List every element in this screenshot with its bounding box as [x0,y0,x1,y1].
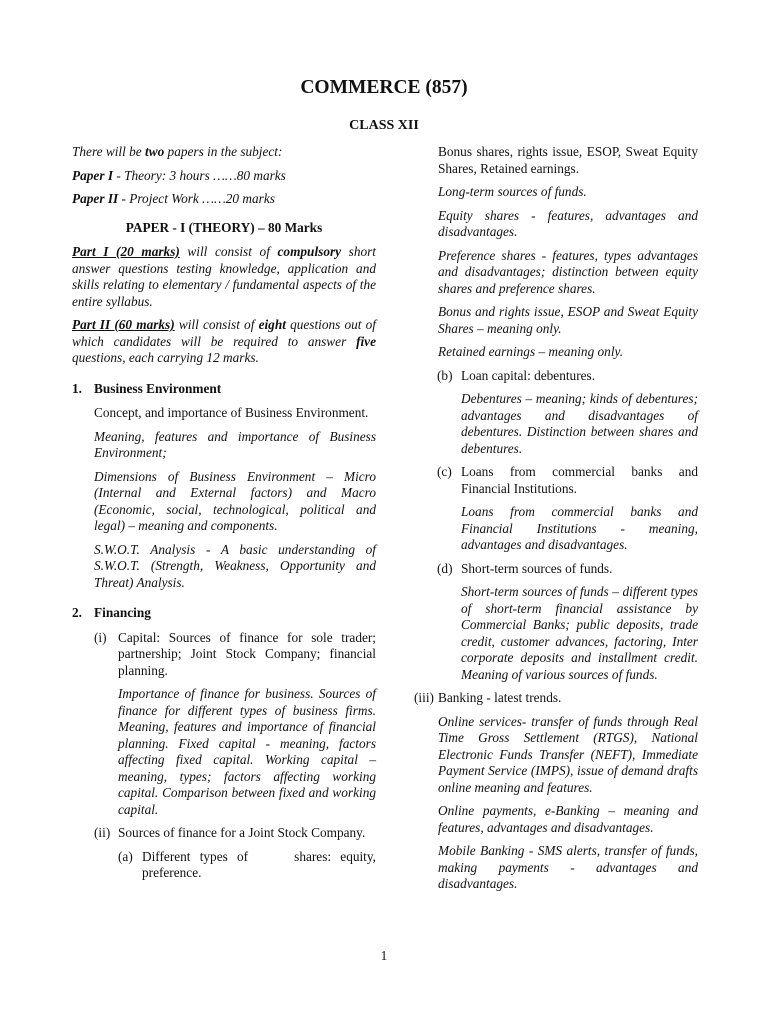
right-column [416,144,698,900]
s1-meaning: Meaning, features and importance of Business Environment; [94,428,376,460]
item-b-detail: Debentures – meaning; kinds of debentures; advantages and disadvantages of debentures. Distinction between shares and debentures. [461,391,698,456]
item-a: (a) Different types of shares: equity, preference. [118,848,380,880]
item-b: (b) Loan capital: debentures. [437,367,596,383]
item-d-detail: Short-term sources of funds – different types of short-term financial assistance by Commercial Banks; public deposits, trade credit, customer advances, factoring, Inter corporate deposits and installment credit. Meaning of various sources of funds. [461,584,698,682]
part1-description: Part I (20 marks) will consist of compulsory short answer questions testing knowledge, application and skills relating to elementary / fundamental aspects of the entire syllabus. [72,244,377,309]
item-i-detail: Importance of finance for business. Sources of finance for different types of business firms. Meaning, features and importance of financial planning. Fixed capital - meaning, factors affecting fixed capital. Working capital – meaning, types; factors affecting working capital. Comparison between fixed and working capital. [118,686,376,817]
s1-swot: S.W.O.T. Analysis - A basic understanding of S.W.O.T. (Strength, Weakness, Opportunity and Threat) Analysis. [94,541,376,590]
item-c-detail: Loans from commercial banks and Financial Institutions - meaning, advantages and disadvantages. [461,504,698,552]
part2-description: Part II (60 marks) will consist of eight questions out of which candidates will be required to answer five questions, each carrying 12 marks. [72,317,377,365]
paper-heading: PAPER - I (THEORY) – 80 Marks [125,219,323,235]
item-iii: (iii) Banking - latest trends. [414,690,562,705]
online-services: Online services- transfer of funds through Real Time Gross Settlement (RTGS), National Electronic Funds Transfer (NEFT), Immediate Payment Service (IMPS), issue of demand drafts online meaning and features. [438,713,698,795]
s1-concept: Concept, and importance of Business Environment. [94,405,369,420]
retained-earnings: Retained earnings – meaning only. [438,344,624,359]
shares-continuation: Bonus shares, rights issue, ESOP, Sweat Equity Shares, Retained earnings. [438,144,698,176]
class-subtitle: CLASS XII [349,118,419,133]
item-c: (c) Loans from commercial banks and Financial Institutions. [437,464,698,496]
section-heading-business-environment: 1. Business Environment [72,380,222,396]
left-column [72,144,380,889]
page-title: COMMERCE (857) [300,77,468,98]
preference-shares: Preference shares - features, types advantages and disadvantages; distinction between equity shares and preference shares. [438,247,698,296]
page-number: 1 [380,948,388,963]
item-d: (d) Short-term sources of funds. [437,560,613,576]
mobile-banking: Mobile Banking - SMS alerts, transfer of funds, making payments - advantages and disadvantages. [438,843,698,891]
paper1-line: Paper I - Theory: 3 hours ……80 marks [72,167,286,183]
paper2-line: Paper II - Project Work ……20 marks [72,191,275,206]
long-term-sources: Long-term sources of funds. [438,184,587,199]
equity-shares: Equity shares - features, advantages and disadvantages. [438,207,698,239]
s1-dimensions: Dimensions of Business Environment – Micro (Internal and External factors) and Macro (Economic, social, technological, political and legal) – meaning and components. [94,468,376,533]
item-i: (i) Capital: Sources of finance for sole trader; partnership; Joint Stock Company; financial planning. [94,629,376,678]
online-payments: Online payments, e-Banking – meaning and features, advantages and disadvantages. [438,803,698,835]
bonus-rights-esop: Bonus and rights issue, ESOP and Sweat Equity Shares – meaning only. [438,304,698,336]
section-heading-financing: 2. Financing [72,605,151,620]
intro-line: There will be two papers in the subject: [72,144,283,159]
item-ii: (ii) Sources of finance for a Joint Stock Company. [94,825,366,840]
